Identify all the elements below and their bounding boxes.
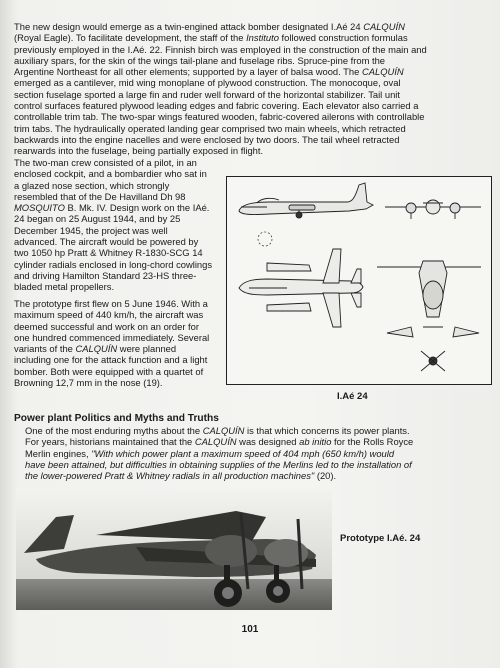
aircraft-name: CALQUÍN [202, 425, 245, 436]
text-line: backwards into the engine nacelles and were enclosed by two doors. The tail wheel retracted [14, 133, 400, 145]
aircraft-name: CALQUÍN [361, 66, 404, 78]
text-line: one hundred commenced immediately. Several [14, 331, 210, 343]
side-view-drawing [239, 183, 373, 218]
top-view-drawing [239, 249, 363, 327]
text-line: The prototype first flew on 5 June 1946. With a [14, 298, 208, 309]
text-line: control surfaces featured plywood leading edges and fabric covering. Each elevator also carried a [14, 100, 419, 112]
text-line: One of the most enduring myths about the CALQUÍN is that which concerns its power plants. [25, 425, 410, 436]
text-line: have been attained, but difficulties in obtaining supplies of the Merlins led to the installation of [25, 458, 412, 470]
text-line: resembled that of the De Havilland Dh 98 [14, 190, 186, 202]
text-line: Merlin engines, "With which power plant a maximum speed of 404 mph (650 km/h) would [25, 447, 395, 459]
text-line: cylinder radials enclosed in long-chord cowlings [14, 258, 213, 270]
text-line: Argentine Northeast for all other elements; supported by a layer of balsa wood. The CALQUÍN [14, 66, 404, 78]
dashed-fuselage-section [258, 232, 272, 246]
prototype-photograph [16, 489, 332, 610]
quote: the lower-powered Pratt & Whitney radials in all production machines" [25, 470, 315, 482]
text-line: maximum speed of 440 km/h, the aircraft was [14, 309, 204, 321]
text-line: The two-man crew consisted of a pilot, in an [14, 157, 197, 168]
text-line: 24 began on 25 August 1944, and by 25 [14, 213, 181, 225]
text-line: the lower-powered Pratt & Whitney radials in all production machines" (20). [25, 470, 337, 482]
text-line: enclosed cockpit, and a bombardier who sat in [14, 168, 207, 180]
aircraft-name: CALQUÍN [363, 21, 405, 32]
text-line: For years, historians maintained that the CALQUÍN was designed ab initio for the Rolls Royce [25, 436, 414, 448]
aircraft-name: CALQUÍN [194, 436, 237, 448]
text-line: (Royal Eagle). To facilitate development, the staff of the Instituto followed construction formulas [14, 32, 408, 44]
text-line: previously employed in the I.Aé. 22. Finnish birch was employed in the construction of the main and [14, 43, 427, 55]
text-line: controllable trim tab. The two-spar wings featured wooden, fabric-covered ailerons with controllable [14, 111, 425, 123]
text-line: advanced. The aircraft would be powered by [14, 236, 199, 248]
page-number: 101 [241, 624, 259, 635]
text-line: The new design would emerge as a twin-engined attack bomber designated I.Aé 24 CALQUÍN [14, 21, 405, 32]
quote: "With which power plant a maximum speed of 404 mph (650 km/h) would [91, 447, 395, 459]
text-line: deemed successful and work on an order for [14, 320, 199, 332]
paragraph-crew [14, 157, 223, 293]
text-line: variants of the CALQUÍN were planned [14, 343, 177, 355]
text-line: two 1050 hp Pratt & Whitney R-1830-SCG 14 [14, 247, 203, 259]
text-line: Browning 12,7 mm in the nose (19). [14, 377, 163, 389]
paragraph-power-plant [25, 425, 487, 481]
section-heading: Power plant Politics and Myths and Truths [14, 413, 219, 424]
text-line: section fuselage sported a large fin and ruder well forward of the horizontal stabilizer. Tail unit [14, 88, 400, 100]
text-line: bladed metal propellers. [14, 281, 115, 293]
prototype-aircraft-photo [16, 489, 332, 610]
text-line: MOSQUITO B. Mk. IV. Design work on the IAé. [14, 202, 210, 214]
institute-name: Instituto [246, 32, 279, 44]
text-line: rearwards into the fuselage, being partially exposed in flight. [14, 145, 264, 157]
text-line: including one for the attack function and a light [14, 354, 208, 366]
aircraft-name: CALQUÍN [75, 343, 118, 355]
text-line: trim tabs. The hydraulically operated landing gear comprised two main wheels, which retracted [14, 122, 406, 134]
paragraph-first-flight [14, 298, 223, 388]
latin-phrase: ab initio [299, 436, 332, 448]
bottom-right-view-drawing [377, 261, 481, 371]
text-line: auxiliary spars, for the skin of the wings tail-plane and fuselage ribs. Spruce-pine from the [14, 54, 386, 66]
text-line: bomber. Both were equipped with a quartet of [14, 365, 204, 377]
text-line: a glazed nose section, which strongly [14, 179, 170, 191]
text-line: and driving Hamilton Standard 23-HS three- [14, 269, 197, 281]
photo-caption: Prototype I.Aé. 24 [340, 533, 421, 544]
aircraft-name: MOSQUITO [14, 202, 65, 214]
front-view-drawing [385, 200, 481, 219]
three-view-drawing [227, 177, 491, 384]
three-view-drawing-frame [226, 176, 492, 385]
text-line: emerged as a cantilever, mid wing monoplane of plywood construction. The monocoque, oval [14, 77, 401, 89]
figure-caption: I.Aé 24 [337, 391, 368, 402]
text-line: December 1945, the project was well [14, 224, 168, 236]
paragraph-intro [14, 21, 487, 157]
